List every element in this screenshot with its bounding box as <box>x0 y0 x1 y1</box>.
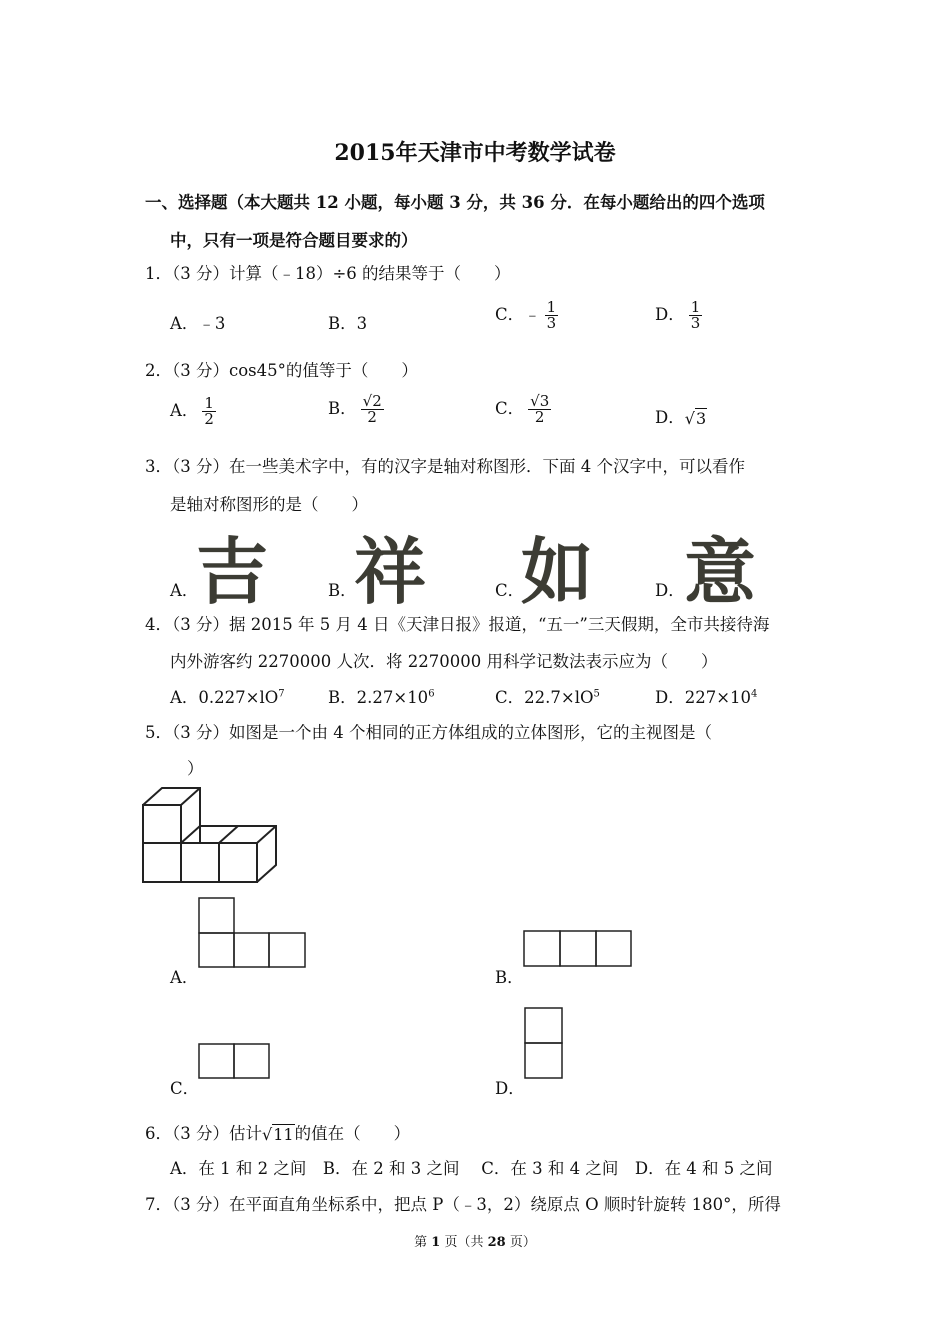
question-6-options: A．在 1 和 2 之间 B．在 2 和 3 之间 C．在 3 和 4 之间 D．在 4 和 5 之间 <box>170 1159 773 1178</box>
fraction: $\frac{√3}{2}$ <box>530 392 550 426</box>
question-6-stem: 6．（3 分）估计√11的值在（ ） <box>145 1124 411 1144</box>
question-1-stem: 1．（3 分）计算（﹣18）÷6 的结果等于（ ） <box>145 264 511 283</box>
fraction: $\frac{1}{3}$ <box>546 298 557 332</box>
fraction: $\frac{1}{2}$ <box>204 394 214 428</box>
question-2-option-a: A． $\frac{1}{2}$ <box>170 394 214 428</box>
question-5-option-d-label: D． <box>495 1079 525 1098</box>
question-3-char-d: 意 <box>684 529 759 614</box>
question-2-stem: 2．（3 分）cos45°的值等于（ ） <box>145 361 418 380</box>
question-3-stem-line2: 是轴对称图形的是（ ） <box>170 495 368 514</box>
question-3-char-c: 如 <box>521 529 596 614</box>
fraction: $\frac{1}{3}$ <box>690 298 701 332</box>
question-7-stem: 7．（3 分）在平面直角坐标系中，把点 P（﹣3，2）绕原点 O 顺时针旋转 180°，所得 <box>145 1195 781 1214</box>
question-5-option-a-figure <box>196 895 310 970</box>
fraction: $\frac{√2}{2}$ <box>362 392 382 426</box>
question-4-option-a: A．$0.227\times lO^7$ <box>170 688 285 707</box>
square-root: √11 <box>262 1125 294 1144</box>
question-3-option-b-label: B． <box>328 581 357 600</box>
page-title: 2015年天津市中考数学试卷 <box>334 140 616 166</box>
question-3-char-a: 吉 <box>196 529 271 614</box>
question-4-stem-line2: 内外游客约 2270000 人次．将 2270000 用科学记数法表示应为（ ） <box>170 652 718 671</box>
question-4-option-b: B．$2.27\times 10^6$ <box>328 688 435 707</box>
question-1-option-c: C．﹣ $\frac{1}{3}$ <box>495 298 557 332</box>
square-root: √3 <box>684 409 707 428</box>
question-5-option-b-label: B． <box>495 968 524 987</box>
question-5-stem-line1: 5．（3 分）如图是一个由 4 个相同的正方体组成的立体图形，它的主视图是（ <box>145 723 712 742</box>
question-5-option-d-figure <box>522 1005 566 1081</box>
question-5-option-c-label: C． <box>170 1079 200 1098</box>
question-5-option-a-label: A． <box>170 968 199 987</box>
question-5-option-c-figure <box>196 1041 274 1081</box>
question-1-option-b: B．3 <box>328 314 368 333</box>
section-heading-line2: 中，只有一项是符合题目要求的） <box>170 231 418 250</box>
question-4-option-c: C．$22.7\times lO^5$ <box>495 688 600 707</box>
question-4-stem-line1: 4．（3 分）据 2015 年 5 月 4 日《天津日报》报道，“五一”三天假期，全市共接待海 <box>145 615 770 634</box>
page-footer: 第 1 页（共 28 页） <box>414 1235 536 1250</box>
question-4-option-d: D．$227\times 10^4$ <box>655 688 758 707</box>
question-5-option-b-figure <box>521 928 635 970</box>
question-3-option-a-label: A． <box>170 581 199 600</box>
question-5-stem-line2: ） <box>187 759 204 778</box>
question-3-option-d-label: D． <box>655 581 685 600</box>
question-3-option-c-label: C． <box>495 581 525 600</box>
question-2-option-c: C． $\frac{√3}{2}$ <box>495 392 550 426</box>
question-1-option-d: D． $\frac{1}{3}$ <box>655 298 701 332</box>
question-1-option-a: A．﹣3 <box>170 314 226 333</box>
question-2-option-d: D．√3 <box>655 408 707 428</box>
question-3-char-b: 祥 <box>354 529 429 614</box>
cube-solid-figure <box>138 785 283 890</box>
section-heading-line1: 一、选择题（本大题共 12 小题，每小题 3 分，共 36 分．在每小题给出的四个选项 <box>145 193 765 212</box>
question-2-option-b: B． $\frac{√2}{2}$ <box>328 392 382 426</box>
question-3-stem-line1: 3．（3 分）在一些美术字中，有的汉字是轴对称图形．下面 4 个汉字中，可以看作 <box>145 457 745 476</box>
